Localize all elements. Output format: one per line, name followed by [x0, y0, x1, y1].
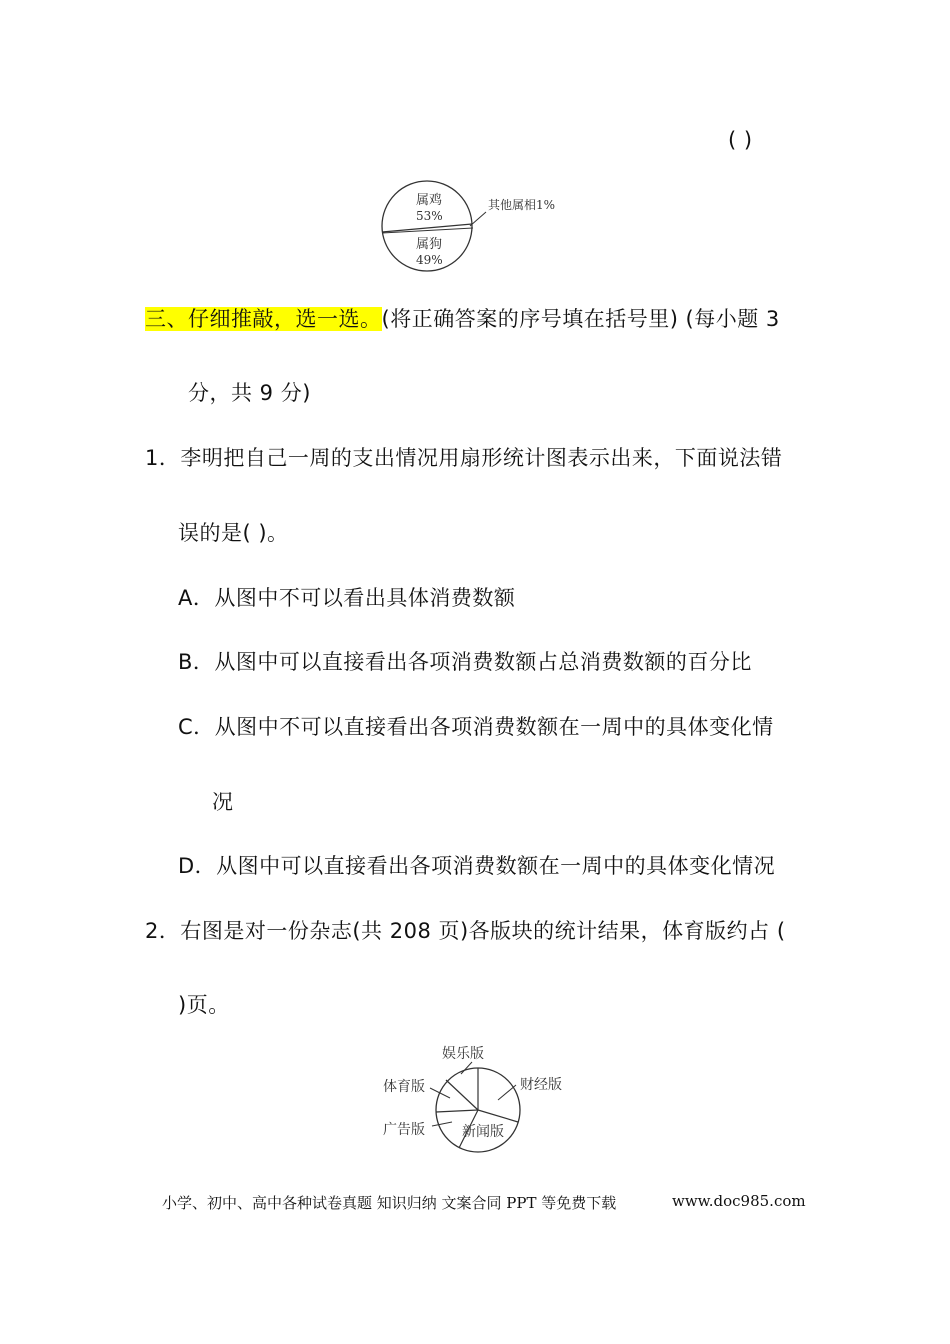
- slice-line-left: [436, 1110, 478, 1112]
- footer-text: 小学、初中、高中各种试卷真题 知识归纳 文案合同 PPT 等免费下载: [162, 1194, 617, 1212]
- leader-tiyu: [430, 1088, 450, 1098]
- q1-option-d: D．从图中可以直接看出各项消费数额在一周中的具体变化情况: [178, 854, 776, 878]
- label-guanggao: 广告版: [383, 1122, 425, 1138]
- q1-option-b: B．从图中可以直接看出各项消费数额占总消费数额的百分比: [178, 650, 752, 674]
- label-xinwen: 新闻版: [462, 1124, 504, 1140]
- q1-option-a: A．从图中不可以看出具体消费数额: [178, 586, 516, 610]
- footer-url[interactable]: www.doc985.com: [672, 1192, 806, 1210]
- section-title: 三、仔细推敲，选一选。: [145, 307, 382, 331]
- label-tiyu: 体育版: [383, 1079, 425, 1095]
- leader-caijing: [498, 1085, 516, 1100]
- section-heading: [145, 303, 780, 333]
- slice-line-upper-left: [446, 1080, 478, 1110]
- magazine-pie-chart: [378, 1040, 578, 1155]
- answer-blank: ( ): [728, 128, 753, 152]
- rooster-label: 属鸡: [416, 193, 443, 208]
- section-instructions-cont: 分，共 9 分): [188, 381, 311, 405]
- q1-option-c-cont: 况: [212, 790, 234, 814]
- leader-yule: [461, 1062, 472, 1074]
- dog-pct: 49%: [416, 253, 443, 267]
- label-yule: 娱乐版: [442, 1046, 484, 1062]
- zodiac-leader-line: [470, 212, 486, 226]
- rooster-pct: 53%: [416, 209, 443, 223]
- q2-stem-line1: 2．右图是对一份杂志(共 208 页)各版块的统计结果，体育版约占 (: [145, 919, 786, 943]
- q1-stem-line1: 1．李明把自己一周的支出情况用扇形统计图表示出来，下面说法错: [145, 446, 783, 470]
- q1-stem-line2: 误的是( )。: [178, 521, 289, 545]
- section-instructions: (将正确答案的序号填在括号里) (每小题 3: [381, 307, 780, 331]
- leader-guanggao: [432, 1122, 452, 1126]
- other-label: 其他属相1%: [488, 198, 556, 212]
- zodiac-pie-chart: [378, 180, 578, 276]
- q1-option-c: C．从图中不可以直接看出各项消费数额在一周中的具体变化情: [178, 715, 774, 739]
- slice-line-right: [478, 1110, 518, 1122]
- q2-stem-line2: )页。: [178, 993, 230, 1017]
- label-caijing: 财经版: [520, 1077, 562, 1093]
- dog-label: 属狗: [416, 237, 443, 252]
